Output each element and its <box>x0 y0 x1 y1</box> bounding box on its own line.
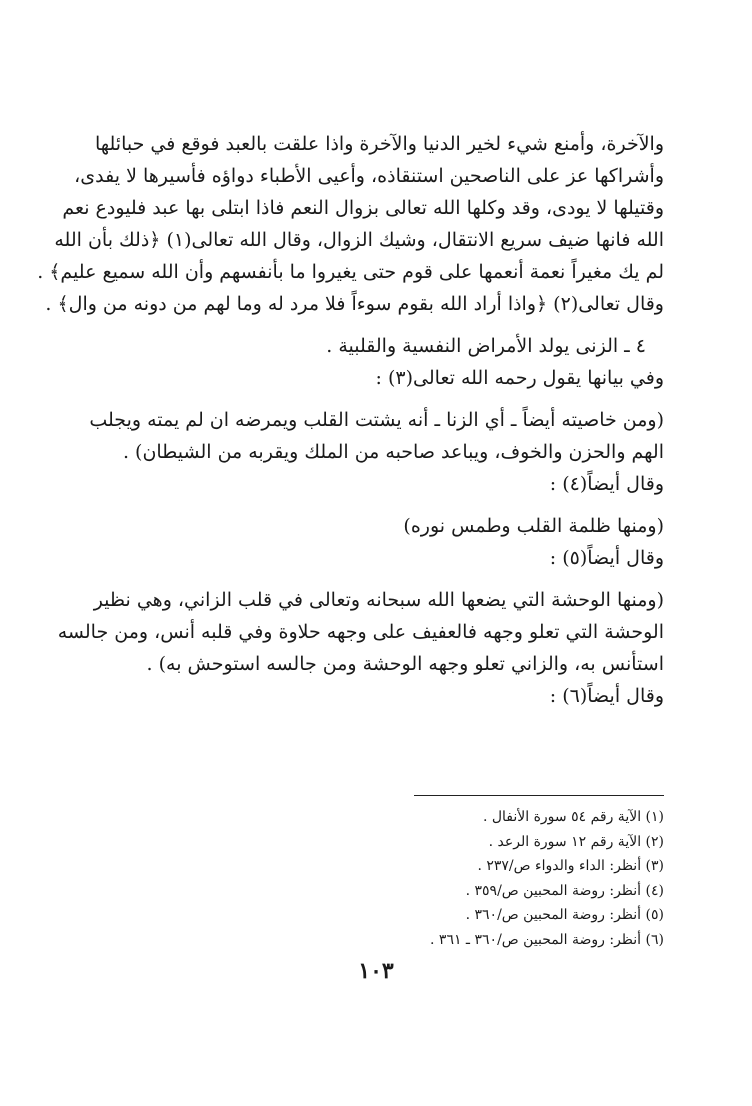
text-line: وقال أيضاً(٥) : <box>549 547 664 569</box>
footnotes <box>86 805 664 952</box>
text-line: وقتيلها لا يودى، وقد وكلها الله تعالى بزوال النعم فاذا ابتلى بها عبد فليودع نعم <box>62 197 664 219</box>
footnote: (٤) أنظر: روضة المحبين ص/٣٥٩ . <box>465 882 664 899</box>
footnote-divider <box>414 795 664 796</box>
page-number: ١٠٣ <box>358 958 394 984</box>
quote-line: (ومنها الوحشة التي يضعها الله سبحانه وتعالى في قلب الزاني، وهي نظير <box>93 589 664 611</box>
section-heading: ٤ ـ الزنى يولد الأمراض النفسية والقلبية . <box>326 335 646 357</box>
quote-line: (ومنها ظلمة القلب وطمس نوره) <box>403 515 664 537</box>
footnote: (٣) أنظر: الداء والدواء ص/٢٣٧ . <box>477 858 664 874</box>
text-line: وفي بيانها يقول رحمه الله تعالى(٣) : <box>375 367 664 389</box>
quote-line: استأنس به، والزاني تعلو وجهه الوحشة ومن جالسه استوحش به) . <box>146 653 664 675</box>
footnote: (١) الآية رقم ٥٤ سورة الأنفال . <box>482 809 664 825</box>
text-line: وأشراكها عز على الناصحين استنقاذه، وأعيى الأطباء دواؤه فأسيرها لا يفدى، <box>74 165 664 187</box>
body-text <box>37 128 664 712</box>
text-line: الله فانها ضيف سريع الانتقال، وشيك الزوال، وقال الله تعالى(١) ﴿ذلك بأن الله <box>54 229 664 251</box>
text-line: وقال أيضاً(٦) : <box>549 685 664 707</box>
text-line: وقال أيضاً(٤) : <box>549 473 664 495</box>
text-line: وقال تعالى(٢) ﴿واذا أراد الله بقوم سوءاً فلا مرد له وما لهم من دونه من وال﴾ . <box>45 293 664 315</box>
quote-line: الوحشة التي تعلو وجهه فالعفيف على وجهه حلاوة وفي قلبه أنس، ومن جالسه <box>57 621 664 643</box>
footnote: (٢) الآية رقم ١٢ سورة الرعد . <box>488 833 664 850</box>
text-line: لم يك مغيراً نعمة أنعمها على قوم حتى يغيروا ما بأنفسهم وأن الله سميع عليم﴾ . <box>37 261 664 283</box>
text-line: والآخرة، وأمنع شيء لخير الدنيا والآخرة واذا علقت بالعبد فوقع في حبائلها <box>94 133 664 155</box>
quote-line: الهم والحزن والخوف، ويباعد صاحبه من الملك ويقربه من الشيطان) . <box>122 441 664 463</box>
footnote: (٥) أنظر: روضة المحبين ص/٣٦٠ . <box>465 907 664 923</box>
quote-line: (ومن خاصيته أيضاً ـ أي الزنا ـ أنه يشتت القلب ويمرضه ان لم يمته ويجلب <box>89 409 664 431</box>
footnote: (٦) أنظر: روضة المحبين ص/٣٦٠ ـ ٣٦١ . <box>430 931 664 948</box>
